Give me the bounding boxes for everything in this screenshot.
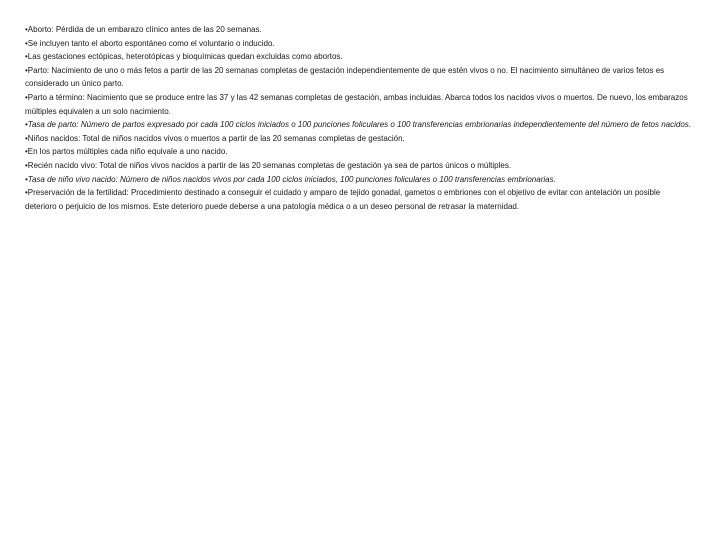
definition-tasa-nino-vivo-nacido — [25, 173, 693, 187]
definition-parto-a-termino: •Parto a término: Nacimiento que se produce entre las 37 y las 42 semanas completas de gestación, ambas incluidas. Abarca todos los nacidos vivos o muertos. De nuevo, los embarazos múltiples equivalen a un solo nacimiento. — [25, 92, 688, 116]
definition-ninos-nacidos: •Niños nacidos: Total de niños nacidos vivos o muertos a partir de las 20 semanas completas de gestación. — [25, 133, 405, 143]
definition-text-tasa-nino-vivo-nacido: Número de niños nacidos vivos por cada 100 ciclos iniciados, 100 punciones foliculares o 100 transferencias embrionarias. — [117, 174, 556, 184]
term-tasa-de-parto: •Tasa de parto: — [25, 120, 79, 130]
definition-aborto-note-1: •Se incluyen tanto el aborto espontáneo como el voluntario o inducido. — [25, 38, 275, 48]
term-tasa-nino-vivo-nacido: •Tasa de niño vivo nacido: — [25, 174, 118, 184]
definition-tasa-de-parto — [25, 118, 693, 132]
definition-parto: •Parto: Nacimiento de uno o más fetos a partir de las 20 semanas completas de gestación independientemente de que estén vivos o no. El nacimiento simultáneo de varios fetos es considerado un único parto. — [25, 65, 665, 89]
definition-aborto: •Aborto: Pérdida de un embarazo clínico antes de las 20 semanas. — [25, 25, 262, 34]
definition-partos-multiples-note: •En los partos múltiples cada niño equivale a uno nacido. — [25, 147, 228, 157]
definition-text-tasa-de-parto: Número de partos expresado por cada 100 ciclos iniciados o 100 punciones foliculares o 100 transferencias embrionarias independientemente del número de fetos nacidos. — [78, 120, 692, 130]
definitions-document — [25, 23, 693, 213]
definition-recien-nacido-vivo: •Recién nacido vivo: Total de niños vivos nacidos a partir de las 20 semanas completas de gestación ya sea de partos únicos o múltiples. — [25, 160, 512, 170]
definition-aborto-note-2: •Las gestaciones ectópicas, heterotópicas y bioquímicas quedan excluidas como abortos. — [25, 52, 343, 62]
definition-preservacion-fertilidad: •Preservación de la fertilidad: Procedimiento destinado a conseguir el cuidado y amparo de tejido gonadal, gametos o embriones con el objetivo de evitar con antelación un posible deterioro o perjuicio de los mismos. Este deterioro puede deberse a una patología médica o a un deseo personal de retrasar la maternidad. — [25, 188, 661, 211]
